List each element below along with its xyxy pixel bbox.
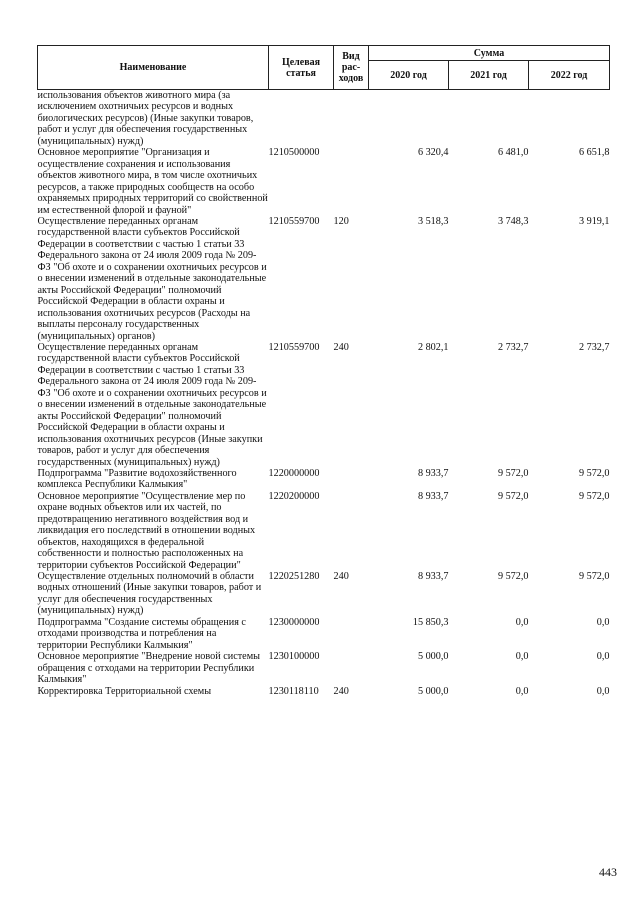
row-2022: 2 732,7 [578,341,610,353]
row-2022: 0,0 [596,685,610,697]
row-code: 1220251280 [268,571,320,583]
row-2021: 9 572,0 [497,571,529,583]
row-2020: 5 000,0 [417,685,449,697]
row-2022: 6 651,8 [578,147,610,159]
row-2021: 3 748,3 [497,215,529,227]
row-2020: 8 933,7 [417,467,449,479]
row-code: 1210559700 [268,215,320,227]
table-row [38,651,610,685]
header-code: Целевая статья [269,46,334,90]
budget-table [37,45,610,697]
row-2022: 3 919,1 [578,215,610,227]
header-year-2020: 2020 год [369,61,449,90]
row-2021: 0,0 [515,685,529,697]
header-sum: Сумма [369,46,610,61]
row-2022: 9 572,0 [578,467,610,479]
row-type [334,651,369,685]
row-type: 240 [333,685,349,697]
row-2022 [529,90,610,148]
row-2020: 5 000,0 [417,651,449,663]
table-row [38,468,610,491]
row-code: 1230000000 [268,616,320,628]
row-type [334,147,369,216]
table-body [38,90,610,698]
row-code: 1220000000 [268,467,320,479]
row-type [334,491,369,571]
row-code: 1210559700 [268,341,320,353]
row-name: Осуществление переданных органам государственной власти субъектов Российской Федерации в соответствии с частью 1 статьи 33 Федерального закона от 24 июля 2009 года № 209-ФЗ "Об охоте и о сохранении охотничьих ресурсов и о внесении изменений в отдельные законодательные акты Российской Федерации" полномочий Российской Федерации в области охраны и использования охотничьих ресурсов (Расходы на выплаты персоналу государственных (муниципальных) органов) [37,215,267,342]
row-code: 1220200000 [268,490,320,502]
row-name: Осуществление переданных органам государственной власти субъектов Российской Федерации в соответствии с частью 1 статьи 33 Федерального закона от 24 июля 2009 года № 209-ФЗ "Об охоте и о сохранении охотничьих ресурсов и о внесении изменений в отдельные законодательные акты Российской Федерации" полномочий Российской Федерации в области охраны и использования охотничьих ресурсов (Иные закупки товаров, работ и услуг для обеспечения государственных (муниципальных) нужд) [37,341,267,468]
row-code [269,90,334,148]
table-row [38,617,610,651]
row-2021: 0,0 [515,651,529,663]
row-code: 1230118110 [268,685,319,697]
row-2021: 0,0 [515,616,529,628]
header-year-2022: 2022 год [529,61,610,90]
row-2020 [369,90,449,148]
table-row [38,491,610,571]
row-type: 240 [333,571,349,583]
row-2020: 6 320,4 [417,147,449,159]
row-type: 120 [333,215,349,227]
row-2021: 6 481,0 [497,147,529,159]
row-name: Основное мероприятие "Внедрение новой системы обращения с отходами на территории Республики Калмыкия" [37,651,260,686]
table-row [38,90,610,148]
row-2020: 3 518,3 [417,215,449,227]
row-name: Основное мероприятие "Организация и осуществление сохранения и использования объектов животного мира, в том числе охотничьих ресурсов, а также природных сообществ на особо охраняемых природных территорий со свойственной им естественной флорой и фауной" [37,147,268,216]
row-2022: 0,0 [596,651,610,663]
row-name: Подпрограмма "Развитие водохозяйственного комплекса Республики Калмыкия" [37,467,237,491]
table-row [38,147,610,216]
table-row [38,571,610,617]
row-type [334,90,369,148]
header-year-2021: 2021 год [449,61,529,90]
row-2020: 8 933,7 [417,571,449,583]
row-2021: 9 572,0 [497,467,529,479]
table-row [38,342,610,468]
row-2021: 9 572,0 [497,490,529,502]
row-name: использования объектов животного мира (за исключением охотничьих ресурсов и водных биологических ресурсов) (Иные закупки товаров, работ и услуг для обеспечения государственных (муниципальных) нужд) [37,90,254,147]
row-name: Корректировка Территориальной схемы [37,685,212,697]
table-row [38,216,610,342]
row-2020: 2 802,1 [417,341,449,353]
header-name: Наименование [38,46,269,90]
row-code: 1210500000 [268,147,320,159]
row-type [334,617,369,651]
row-2022: 0,0 [596,616,610,628]
row-name: Основное мероприятие "Осуществление мер по охране водных объектов или их частей, по предотвращению негативного воздействия вод и ликвидация его последствий в отношении водных объектов, находящихся в федеральной собственности и полностью расположенных на территории субъектов Российской Федерации" [37,490,256,571]
row-2020: 8 933,7 [417,490,449,502]
row-2021: 2 732,7 [497,341,529,353]
page-number: 443 [599,865,617,879]
row-2022: 9 572,0 [578,571,610,583]
row-2020: 15 850,3 [412,616,449,628]
row-type: 240 [333,341,349,353]
table-header [38,46,610,90]
row-code: 1230100000 [268,651,320,663]
row-2022: 9 572,0 [578,490,610,502]
row-2021 [449,90,529,148]
row-name: Подпрограмма "Создание системы обращения с отходами производства и потребления на территории Республики Калмыкия" [37,616,246,651]
table-row [38,686,610,697]
header-type: Вид рас-ходов [334,46,369,90]
row-name: Осуществление отдельных полномочий в области водных отношений (Иные закупки товаров, работ и услуг для обеспечения государственных (муниципальных) нужд) [37,571,262,617]
row-type [334,468,369,491]
